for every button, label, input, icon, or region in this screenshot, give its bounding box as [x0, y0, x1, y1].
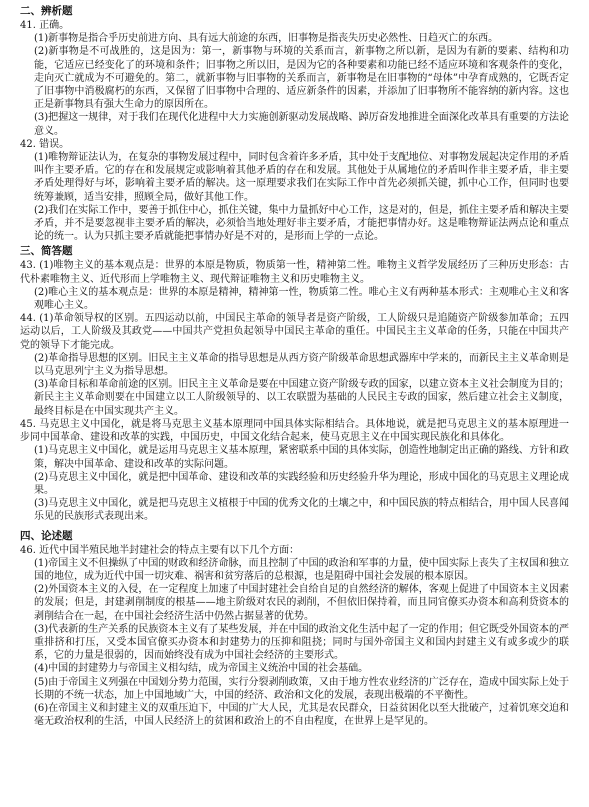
answer-point: (3)革命目标和革命前途的区别。旧民主主义革命是要在中国建立资产阶级专政的国家，以建立资本主义社会制度为目的；新民主主义革命则要在中国建立以工人阶级领导的、以工农联盟为基础的人民民主专政的国家，然后建立社会主义制度，最终目标是在中国实现共产主义。	[34, 379, 569, 417]
answer-point: (1)新事物是指合乎历史前进方向、具有远大前途的东西，旧事物是指丧失历史必然性、日趋灭亡的东西。	[34, 33, 499, 45]
answer-point: (3)代表新的生产关系的民族资本主义有了某些发展，并在中国的政治文化生活中起了一定的作用；但它既受外国资本的严重排挤和打压，又受本国官僚买办资本和封建势力的压抑和阻挠；同时与国外帝国主义和国内封建主义有或多或少的联系，它的力量是很弱的，因而始终没有成为中国社会经济的主要形式。	[34, 623, 569, 662]
answer-point: (3)马克思主义中国化，就是把马克思主义植根于中国的优秀文化的土壤之中，和中国民族的特点相结合，用中国人民喜闻乐见的民族形式表现出来。	[34, 498, 569, 523]
question-head: 41. 正确。	[20, 20, 70, 31]
answer-point: (2)外国资本主义的入侵，在一定程度上加速了中国封建社会自给自足的自然经济的解体，客观上促进了中国资本主义因素的发展；但是，封建剥削制度的根基——地主阶级对农民的剥削，不但依旧保持着，而且同官僚买办资本和高利贷资本的剥削结合在一起，在中国社会经济生活中仍然占据显著的优势。	[34, 584, 569, 622]
answer-point: (2)革命指导思想的区别。旧民主主义革命的指导思想是从西方资产阶级革命思想武器库中学来的，而新民主主义革命则是以马克思列宁主义为指导思想。	[34, 352, 569, 378]
section-title: 二、辨析题	[20, 5, 73, 17]
section-gap	[20, 524, 569, 528]
answer-point: (5)由于帝国主义列强在中国划分势力范围，实行分裂剥削政策，又由于地方性农业经济的广泛存在，造成中国实际上处于长期的不统一状态，加上中国地域广大，中国的经济、政治和文化的发展，表现出极端的不平衡性。	[34, 676, 569, 701]
answer-point: (6)在帝国主义和封建主义的双重压迫下，中国的广大人民，尤其是农民群众，日益贫困化以至大批破产，过着饥寒交迫和毫无政治权利的生活，中国人民经济上的贫困和政治上的不自由程度，在世界上是罕见的。	[34, 702, 569, 728]
answer-point: (2)我们在实际工作中，要善于抓住中心，抓住关键，集中力量抓好中心工作，这是对的，但是，抓住主要矛盾和解决主要矛盾，并不是要忽视非主要矛盾的解决，必须恰当地处理好非主要矛盾，才能把事情办好。这是唯物辩证法两点论和重点论的统一。认为只抓主要矛盾就能把事情办好是不对的，是形而上学的一点论。	[34, 204, 569, 243]
answer-point: (2)新事物是不可战胜的，这是因为：第一，新事物与环境的关系而言，新事物之所以新，是因为有新的要素、结构和功能，它适应已经变化了的环境和条件；旧事物之所以旧，是因为它的各种要素和功能已经不适应环境和客观条件的变化，走向灭亡就成为不可避免的。第二，就新事物与旧事物的关系而言，新事物是在旧事物的“母体”中孕育成熟的，它既否定了旧事物中消极腐朽的东西，又保留了旧事物中合理的、适应新条件的因素，并添加了旧事物所不能容纳的新内容。这也正是新事物具有强大生命力的原因所在。	[34, 46, 569, 111]
question-head: 43. (1)唯物主义的基本观点是：世界的本原是物质，物质第一性，精神第二性。唯物主义哲学发展经历了三种历史形态：古代朴素唯物主义、近代形而上学唯物主义、现代辩证唯物主义和历史唯物主义。	[20, 260, 569, 285]
answer-point: (1)帝国主义不但操纵了中国的财政和经济命脉，而且控制了中国的政治和军事的力量，使中国实际上丧失了主权国和独立国的地位，成为近代中国一切灾难、祸害和贫穷落后的总根源，也是阻碍中国社会发展的根本原因。	[34, 557, 569, 582]
answer-point: (2)唯心主义的基本观点是：世界的本原是精神，精神第一性，物质第二性。唯心主义有两种基本形式：主观唯心主义和客观唯心主义。	[34, 286, 569, 312]
answer-point: (1)马克思主义中国化，就是运用马克思主义基本原理，紧密联系中国的具体实际，创造性地制定出正确的路线、方针和政策，解决中国革命、建设和改革的实际问题。	[34, 445, 569, 470]
question-head: 45. 马克思主义中国化，就是将马克思主义基本原理同中国具体实际相结合。具体地说，就是把马克思主义的基本原理进一步同中国革命、建设和改革的实践，中国历史，中国文化结合起来，使马克思主义在中国实现民族化和具体化。	[20, 418, 569, 444]
answer-point: (1)唯物辩证法认为，在复杂的事物发展过程中，同时包含着许多矛盾，其中处于支配地位、对事物发展起决定作用的矛盾叫作主要矛盾。它的存在和发展规定或影响着其他矛盾的存在和发展。其他处于从属地位的矛盾叫作非主要矛盾，非主要矛盾处理得好与坏，影响着主要矛盾的解决。这一原理要求我们在实际工作中首先必须抓关键，抓中心工作，但同时也要统筹兼顾，适当安排，照顾全局，做好其他工作。	[34, 152, 569, 203]
question-head: 44. (1)革命领导权的区别。五四运动以前，中国民主革命的领导者是资产阶级，工人阶级只是追随资产阶级参加革命；五四运动以后，工人阶级及其政党——中国共产党担负起领导中国民主革命的重任。中国民主主义革命的任务，只能在中国共产党的领导下才能完成。	[20, 313, 569, 351]
question-head: 42. 错误。	[20, 138, 70, 150]
answer-point: (4)中国的封建势力与帝国主义相勾结，成为帝国主义统治中国的社会基础。	[34, 663, 369, 675]
answer-point: (2)马克思主义中国化，就是把中国革命、建设和改革的实践经验和历史经验升华为理论，形成中国化的马克思主义理论成果。	[34, 471, 569, 496]
answer-point: (3)把握这一规律，对于我们在现代化进程中大力实施创新驱动发展战略、踔厉奋发地推进全面深化改革具有重要的方法论意义。	[34, 112, 569, 137]
question-head: 46. 近代中国半殖民地半封建社会的特点主要有以下几个方面：	[20, 544, 300, 556]
section-title: 四、论述题	[20, 529, 73, 542]
section-title: 三、简答题	[20, 245, 73, 258]
